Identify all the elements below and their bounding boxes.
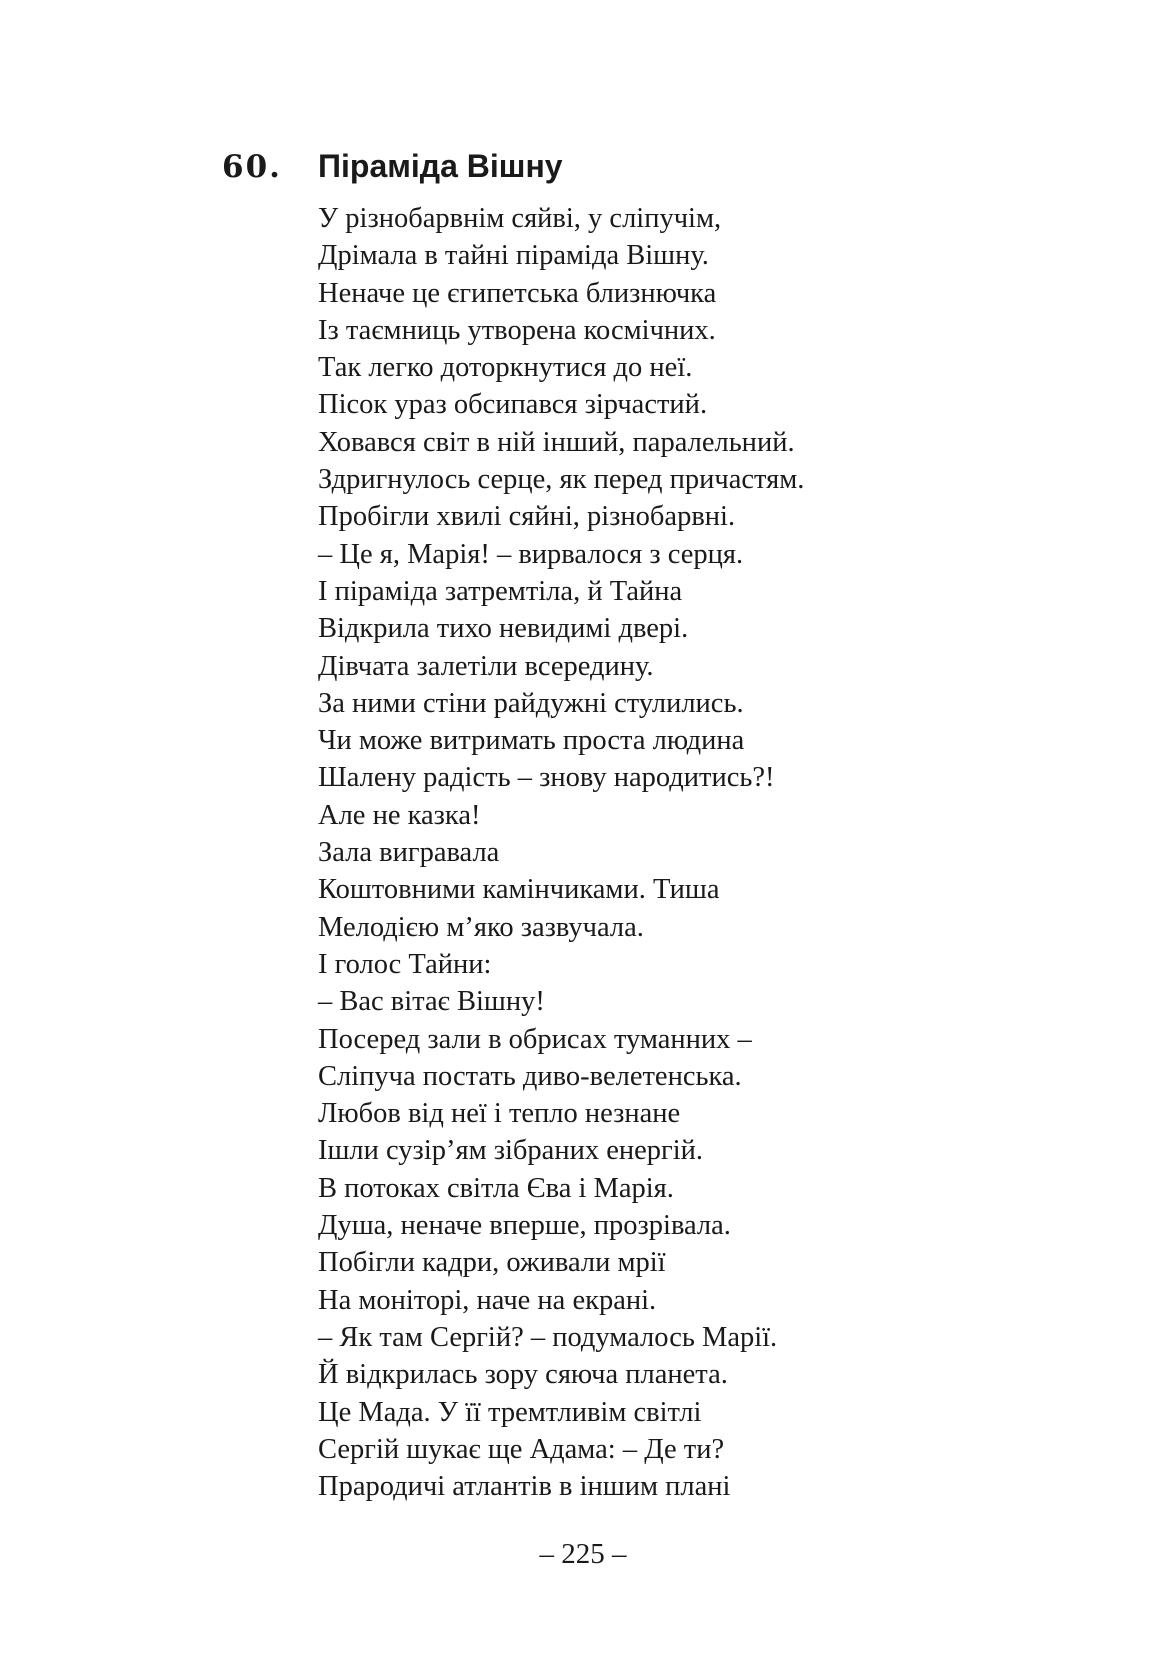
poem-line: Ховався світ в ній інший, паралельний. <box>318 426 795 458</box>
poem-text <box>318 200 1138 1505</box>
poem-line: Неначе це єгипетська близнючка <box>318 277 717 309</box>
poem-line: Здригнулось серце, як перед причастям. <box>318 464 805 496</box>
section-heading <box>222 148 563 192</box>
poem-line: В потоках світла Єва і Марія. <box>318 1172 674 1204</box>
poem-line: Прародичі атлантів в іншим плані <box>318 1471 731 1503</box>
poem-line: За ними стіни райдужні стулились. <box>318 687 744 719</box>
poem-line: Сергій шукає ще Адама: – Де ти? <box>318 1433 725 1465</box>
poem-line: Дрімала в тайні піраміда Вішну. <box>318 240 709 272</box>
poem-line: Любов від неї і тепло незнане <box>318 1098 681 1130</box>
poem-line: Посеред зали в обрисах туманних – <box>318 1023 752 1055</box>
poem-line: Сліпуча постать диво-велетенська. <box>318 1060 742 1092</box>
poem-line: І піраміда затремтіла, й Тайна <box>318 575 683 607</box>
poem-line: Мелодією м’яко зазвучала. <box>318 911 644 943</box>
poem-line: І голос Тайни: <box>318 948 492 980</box>
poem-line: – Вас вітає Вішну! <box>318 986 545 1018</box>
poem-line: – Як там Сергій? – подумалось Марії. <box>318 1321 778 1353</box>
poem-line: Але не казка! <box>318 799 481 831</box>
poem-line: Зала вигравала <box>318 837 500 869</box>
poem-line: Ішли сузір’ям зібраних енергій. <box>318 1135 703 1167</box>
poem-line: – Це я, Марія! – вирвалося з серця. <box>318 538 744 570</box>
poem-line: Й відкрилась зору сяюча планета. <box>318 1359 728 1391</box>
poem-line: Коштовними камінчиками. Тиша <box>318 874 720 906</box>
poem-line: На моніторі, наче на екрані. <box>318 1284 657 1316</box>
poem-line: Пісок ураз обсипався зірчастий. <box>318 389 708 421</box>
page-number: – 225 – <box>539 1538 627 1570</box>
poem-line: У різнобарвнім сяйві, у сліпучім, <box>318 203 722 234</box>
poem-line: Душа, неначе вперше, прозрівала. <box>318 1210 731 1242</box>
poem-line: Це Мада. У її тремтливім світлі <box>318 1396 702 1428</box>
poem-line: Шалену радість – знову народитись?! <box>318 762 775 794</box>
poem-line: Пробігли хвилі сяйні, різнобарвні. <box>318 501 736 533</box>
poem-line: Так легко доторкнутися до неї. <box>318 352 693 384</box>
poem-line: Відкрила тихо невидимі двері. <box>318 613 689 645</box>
poem-line: Чи може витримать проста людина <box>318 725 745 757</box>
poem-line: Побігли кадри, оживали мрії <box>318 1247 666 1279</box>
poem-line: Дівчата залетіли всередину. <box>318 650 654 682</box>
poem-line: Із таємниць утворена космічних. <box>318 314 716 346</box>
section-number: 60. <box>222 149 282 185</box>
section-title: Піраміда Вішну <box>318 148 563 184</box>
